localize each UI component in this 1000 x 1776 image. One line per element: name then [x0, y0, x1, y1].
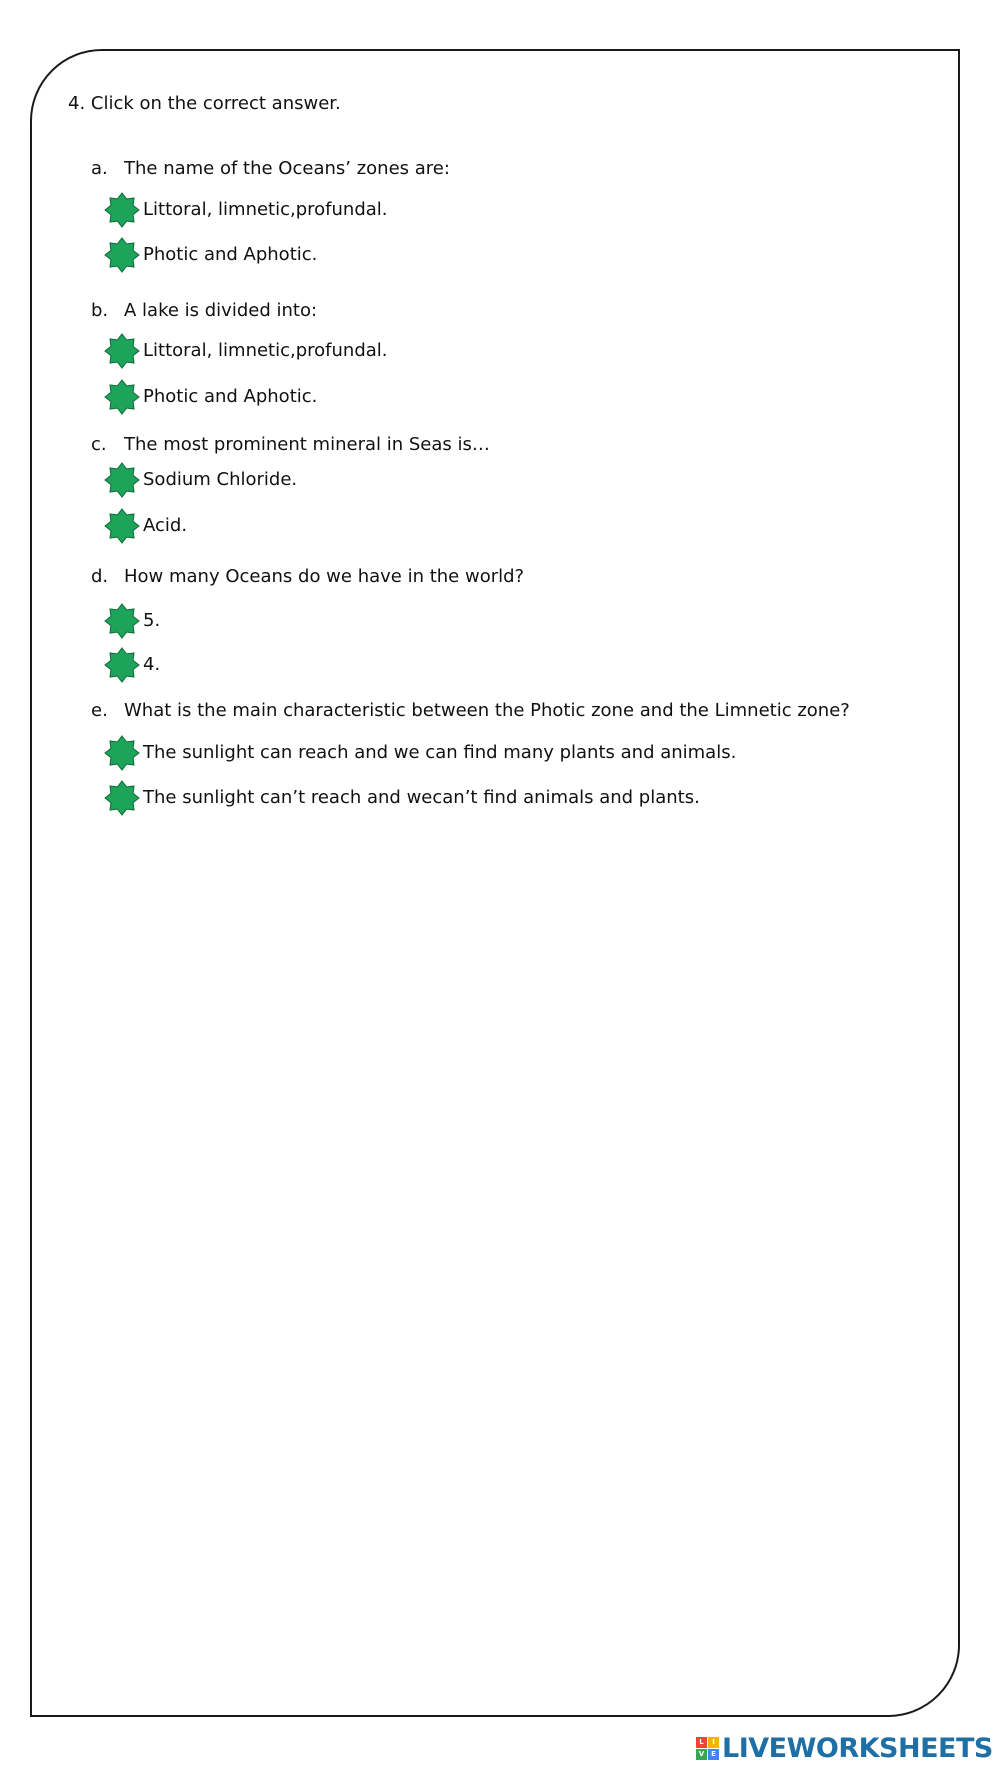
star-icon [104, 603, 140, 639]
option-label: 5. [143, 610, 161, 631]
star-icon [104, 780, 140, 816]
answer-option-e-2[interactable] [104, 780, 700, 816]
logo-block: L [696, 1737, 707, 1748]
option-label: 4. [143, 654, 161, 675]
instruction-text: 4. Click on the correct answer. [68, 93, 341, 114]
star-icon [104, 237, 140, 273]
question-letter: b. [91, 300, 109, 321]
option-label: Photic and Aphotic. [143, 244, 318, 265]
option-label: Acid. [143, 515, 188, 536]
question-c [91, 433, 490, 457]
answer-option-a-2[interactable] [104, 237, 317, 273]
star-icon [104, 333, 140, 369]
logo-block: I [708, 1737, 719, 1748]
star-icon [104, 379, 140, 415]
answer-option-b-1[interactable] [104, 333, 388, 369]
question-text: How many Oceans do we have in the world? [124, 566, 525, 587]
question-text: A lake is divided into: [124, 300, 318, 321]
star-icon [104, 192, 140, 228]
star-icon [104, 462, 140, 498]
answer-option-e-1[interactable] [104, 735, 736, 771]
question-b [91, 299, 317, 323]
option-label: Littoral, limnetic,profundal. [143, 340, 388, 361]
question-letter: d. [91, 566, 109, 587]
option-label: Photic and Aphotic. [143, 386, 318, 407]
question-e [91, 699, 850, 723]
option-label: Littoral, limnetic,profundal. [143, 199, 388, 220]
answer-option-c-2[interactable] [104, 508, 187, 544]
star-icon [104, 647, 140, 683]
star-icon [104, 735, 140, 771]
liveworksheets-logo [696, 1733, 993, 1763]
question-text: The name of the Oceans’ zones are: [124, 158, 450, 179]
star-icon [104, 508, 140, 544]
answer-option-b-2[interactable] [104, 379, 317, 415]
answer-option-c-1[interactable] [104, 462, 297, 498]
logo-block: E [708, 1749, 719, 1760]
logo-text: LIVEWORKSHEETS [722, 1732, 993, 1764]
logo-block: V [696, 1749, 707, 1760]
question-letter: a. [91, 158, 108, 179]
question-a [91, 157, 450, 181]
option-label: The sunlight can’t reach and wecan’t find animals and plants. [143, 787, 700, 808]
answer-option-d-1[interactable] [104, 603, 160, 639]
question-letter: c. [91, 434, 107, 455]
option-label: The sunlight can reach and we can find many plants and animals. [143, 742, 737, 763]
option-label: Sodium Chloride. [143, 469, 298, 490]
question-letter: e. [91, 700, 108, 721]
question-text: The most prominent mineral in Seas is… [124, 434, 490, 455]
question-d [91, 565, 524, 589]
question-text: What is the main characteristic between the Photic zone and the Limnetic zone? [124, 700, 850, 721]
answer-option-d-2[interactable] [104, 647, 160, 683]
logo-blocks-icon [696, 1737, 719, 1760]
answer-option-a-1[interactable] [104, 192, 388, 228]
